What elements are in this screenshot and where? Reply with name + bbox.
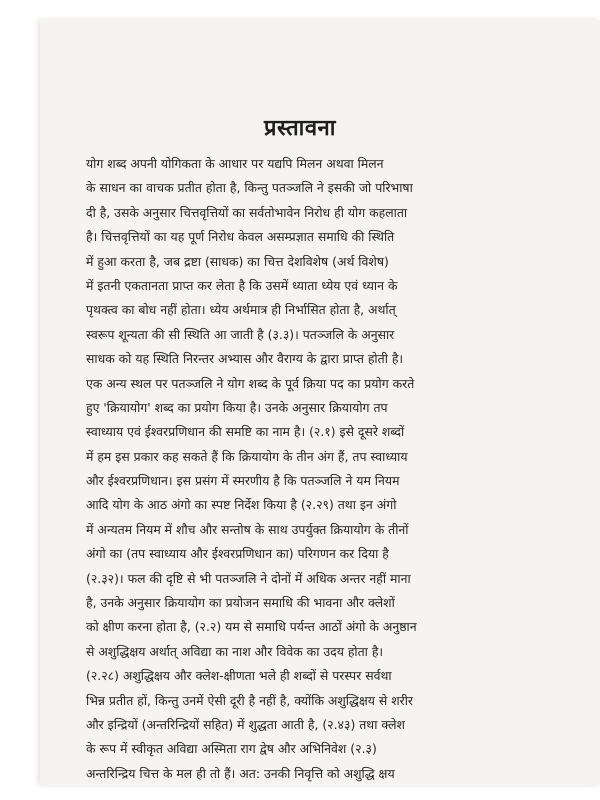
text-line: में अन्यतम नियम में शौच और सन्तोष के साथ उपर्युक्त क्रियायोग के तीनों (86, 521, 409, 537)
text-line: स्वरूप शून्यता की सी स्थिति आ जाती है (३.३)। पतञ्जलि के अनुसार (86, 326, 395, 342)
text-line: साधक को यह स्थिति निरन्तर अभ्यास और वैराग्य के द्वारा प्राप्त होती है। (86, 351, 404, 367)
text-line: के रूप में स्वीकृत अविद्या अस्मिता राग द्वेष और अभिनिवेश (२.३) (86, 741, 377, 757)
text-line: दी है, उसके अनुसार चित्तवृत्तियों का सर्वतोभावेन निरोध ही योग कहलाता (86, 204, 408, 220)
text-line: योग शब्द अपनी योगिकता के आधार पर यद्यपि मिलन अथवा मिलन (86, 156, 384, 171)
text-line: है, उनके अनुसार क्रियायोग का प्रयोजन समाधि की भावना और क्लेशों (86, 595, 395, 611)
text-line: अन्तरिन्द्रिय चित्त के मल ही तो हैं। अत: उनकी निवृत्ति को अशुद्धि क्षय (86, 765, 395, 781)
text-line: में हुआ करता है, जब द्रष्टा (साधक) का चित्त देशविशेष (अर्थ विशेष) (86, 253, 389, 269)
text-line: में इतनी एकतानता प्राप्त कर लेता है कि उसमें ध्याता ध्येय एवं ध्यान के (86, 277, 398, 293)
text-line: (२.२८) अशुद्धिक्षय और क्लेश-क्षीणता भले ही शब्दों से परस्पर सर्वथा (86, 668, 392, 684)
text-line: में हम इस प्रकार कह सकते हैं कि क्रियायोग के तीन अंग हैं, तप स्वाध्याय (86, 448, 408, 464)
text-line: (२.३२)। फल की दृष्टि से भी पतञ्जलि ने दोनों में अधिक अन्तर नहीं माना (86, 570, 411, 586)
text-line: अंगो का (तप स्वाध्याय और ईश्वरप्रणिधान का) परिगणन कर दिया है (86, 546, 389, 562)
text-line: है। चित्तवृत्तियों का यह पूर्ण निरोध केवल असम्प्रज्ञात समाधि की स्थिति (86, 229, 395, 245)
body-text (86, 152, 584, 786)
text-line: के साधन का वाचक प्रतीत होता है, किन्तु पतञ्जलि ने इसकी जो परिभाषा (86, 180, 413, 196)
text-line: भिन्न प्रतीत हों, किन्तु उनमें ऐसी दूरी है नहीं है, क्योंकि अशुद्धिक्षय से शरीर (86, 692, 414, 708)
text-line: और ईश्वरप्रणिधान। इस प्रसंग में स्मरणीय है कि पतञ्जलि ने यम नियम (86, 473, 400, 489)
text-line: एक अन्य स्थल पर पतञ्जलि ने योग शब्द के पूर्व क्रिया पद का प्रयोग करते (86, 375, 415, 391)
page-title: प्रस्तावना (264, 116, 336, 141)
text-line: आदि योग के आठ अंगो का स्पष्ट निर्देश किया है (२.२९) तथा इन अंगो (86, 497, 397, 513)
text-line: से अशुद्धिक्षय अर्थात् अविद्या का नाश और विवेक का उदय होता है। (86, 643, 384, 659)
text-line: को क्षीण करना होता है, (२.२) यम से समाधि पर्यन्त आठों अंगो के अनुष्ठान (86, 619, 417, 635)
text-line: स्वाध्याय एवं ईश्वरप्रणिधान की समष्टि का नाम है। (२.१) इसे दूसरे शब्दों (86, 424, 405, 440)
text-line: हुए 'क्रियायोग' शब्द का प्रयोग किया है। उनके अनुसार क्रियायोग तप (86, 399, 388, 415)
text-line: और इन्द्रियों (अन्तरिन्द्रियों सहित) में शुद्धता आती है, (२.४३) तथा क्लेश (86, 716, 405, 732)
text-line: पृथक्त्व का बोध नहीं होता। ध्येय अर्थमात्र ही निर्भासित होता है, अर्थात् (86, 302, 396, 318)
